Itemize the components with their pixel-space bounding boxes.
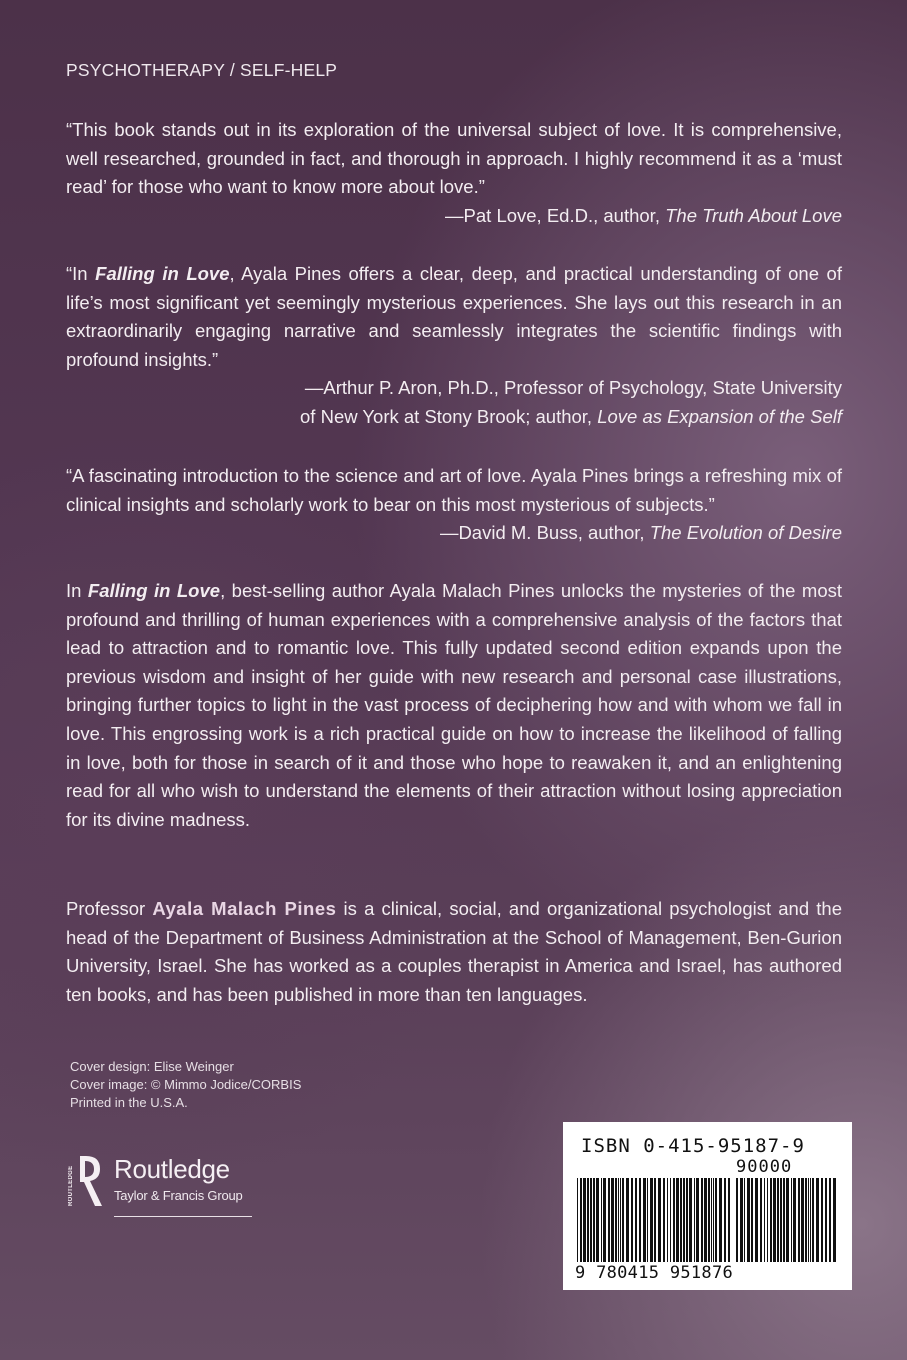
barcode-bar (639, 1178, 641, 1262)
barcode-bar (773, 1178, 776, 1262)
barcode-bar (676, 1178, 679, 1262)
barcode-bar (808, 1178, 809, 1262)
barcode-bar (587, 1178, 589, 1262)
cover-image-credit: Cover image: © Mimmo Jodice/CORBIS (70, 1077, 302, 1092)
barcode-bar (747, 1178, 750, 1262)
barcode-bar (663, 1178, 665, 1262)
barcode-bar (643, 1178, 646, 1262)
ean-bars (577, 1178, 839, 1262)
barcode-bar (683, 1178, 685, 1262)
barcode-bar (696, 1178, 699, 1262)
routledge-vertical-text: ROUTLEDGE (68, 1165, 74, 1206)
review-3-quote: “A fascinating introduction to the science and art of love. Ayala Pines brings a refreshing mix of clinical insights and scholarly work to bear on this most mysterious of subjects.” (66, 465, 842, 515)
barcode-bar (791, 1178, 792, 1262)
review-3 (66, 462, 842, 548)
publisher-logo (66, 1150, 252, 1220)
barcode-bar (615, 1178, 617, 1262)
book-title: Falling in Love (87, 580, 221, 601)
ean-number: 9 780415 951876 (575, 1263, 734, 1283)
cover-credits (70, 1058, 301, 1112)
barcode-bar (601, 1178, 602, 1262)
author-bio: Professor Ayala Malach Pines is a clinical, social, and organizational psychologist and the head of the Department of Business Administration at the School of Management, Ben-Gurion University, Israel. She has worked as a couples therapist in America and Israel, has authored ten books, and has been published in more than ten languages. (66, 898, 842, 1005)
author-name: Ayala Malach Pines (152, 898, 337, 919)
barcode-bar (647, 1178, 648, 1262)
barcode-bar (783, 1178, 785, 1262)
review-2-attribution-line-2: of New York at Stony Brook; author, Love as Expansion of the Self (300, 405, 842, 427)
barcode-bar (670, 1178, 671, 1262)
barcode-bar (715, 1178, 717, 1262)
barcode-bar (708, 1178, 710, 1262)
barcode-bar (755, 1178, 758, 1262)
barcode-bar (611, 1178, 614, 1262)
isbn-barcode (563, 1122, 852, 1290)
barcode-bar (673, 1178, 675, 1262)
barcode-bar (829, 1178, 831, 1262)
review-1 (66, 116, 842, 230)
barcode-bar (626, 1178, 629, 1262)
barcode-bar (618, 1178, 619, 1262)
barcode-bar (825, 1178, 827, 1262)
category-label: PSYCHOTHERAPY / SELF-HELP (66, 60, 338, 80)
publisher-name: Routledge (114, 1154, 230, 1184)
review-2-attribution-line-1: —Arthur P. Aron, Ph.D., Professor of Psychology, State University (304, 377, 842, 399)
barcode-bar (580, 1178, 582, 1262)
barcode-bar (724, 1178, 726, 1262)
barcode-bar (810, 1178, 811, 1262)
barcode-bar (812, 1178, 814, 1262)
logo-underline (114, 1216, 252, 1217)
barcode-bar (760, 1178, 762, 1262)
barcode-bar (577, 1178, 578, 1262)
publisher-group: Taylor & Francis Group (114, 1188, 243, 1203)
barcode-bar (777, 1178, 779, 1262)
barcode-bar (833, 1178, 836, 1262)
printed-in-credit: Printed in the U.S.A. (70, 1095, 188, 1110)
barcode-bar (798, 1178, 800, 1262)
cover-design-credit: Cover design: Elise Weinger (70, 1059, 234, 1074)
barcode-bar (701, 1178, 703, 1262)
review-3-work: The Evolution of Desire (649, 522, 842, 544)
review-1-quote: “This book stands out in its exploration of the universal subject of love. It is comprehensive, well researched, grounded in fact, and thorough in approach. I highly recommend it as a ‘must read’ for those who want to know more about love.” (66, 119, 842, 198)
barcode-bar (744, 1178, 745, 1262)
barcode-bar (704, 1178, 707, 1262)
barcode-bar (583, 1178, 586, 1262)
barcode-bar (767, 1178, 768, 1262)
barcode-bar (694, 1178, 695, 1262)
barcode-bar (711, 1178, 712, 1262)
review-2-quote: “In Falling in Love, Ayala Pines offers a clear, deep, and practical understanding of one of life’s most significant yet seemingly mysterious experiences. She lays out this research in an extraordinarily engaging narrative and seamlessly integrates the scientific findings with profound insights.” (66, 263, 842, 370)
barcode-bar (751, 1178, 753, 1262)
book-title: Falling in Love (95, 263, 230, 284)
barcode-bar (740, 1178, 743, 1262)
barcode-bar (793, 1178, 796, 1262)
barcode-bar (713, 1178, 714, 1262)
barcode-bar (658, 1178, 661, 1262)
barcode-bar (728, 1178, 730, 1262)
barcode-bar (805, 1178, 807, 1262)
barcode-bar (667, 1178, 668, 1262)
barcode-bar (654, 1178, 656, 1262)
barcode-bar (590, 1178, 592, 1262)
barcode-bar (821, 1178, 823, 1262)
barcode-bar (736, 1178, 738, 1262)
review-1-work: The Truth About Love (665, 204, 842, 226)
barcode-bar (650, 1178, 653, 1262)
barcode-bar (801, 1178, 804, 1262)
barcode-bar (764, 1178, 765, 1262)
barcode-bar (608, 1178, 610, 1262)
barcode-bar (593, 1178, 595, 1262)
barcode-bar (620, 1178, 621, 1262)
barcode-bar (631, 1178, 633, 1262)
price-code: 90000 (736, 1157, 793, 1177)
review-1-attribution: —Pat Love, Ed.D., author, The Truth About Love (445, 204, 842, 226)
barcode-bar (816, 1178, 819, 1262)
review-3-attribution: —David M. Buss, author, The Evolution of Desire (439, 522, 842, 544)
barcode-bar (686, 1178, 688, 1262)
book-description: In Falling in Love, best-selling author Ayala Malach Pines unlocks the mysteries of the most profound and thrilling of human experiences with a comprehensive analysis of the factors that lead to attraction and to romantic love. This fully updated second edition expands upon the previous wisdom and insight of her guide with new research and personal case illustrations, bringing further topics to light in the vast process of deciphering how and with whom we fall in love. This engrossing work is a rich practical guide on how to increase the likelihood of falling in love, both for those in search of it and those who hope to reawaken it, and an enlightening read for all who wish to understand the elements of their attraction without losing appreciation for its divine madness. (66, 580, 843, 830)
barcode-bar (635, 1178, 637, 1262)
barcode-bar (786, 1178, 789, 1262)
isbn-text: ISBN 0-415-95187-9 (581, 1135, 805, 1157)
barcode-bar (719, 1178, 722, 1262)
review-2-work: Love as Expansion of the Self (597, 405, 842, 427)
barcode-bar (780, 1178, 782, 1262)
barcode-bar (596, 1178, 599, 1262)
review-2 (66, 260, 842, 432)
barcode-bar (770, 1178, 772, 1262)
barcode-bar (689, 1178, 692, 1262)
barcode-bar (603, 1178, 606, 1262)
barcode-bar (622, 1178, 624, 1262)
barcode-bar (680, 1178, 682, 1262)
